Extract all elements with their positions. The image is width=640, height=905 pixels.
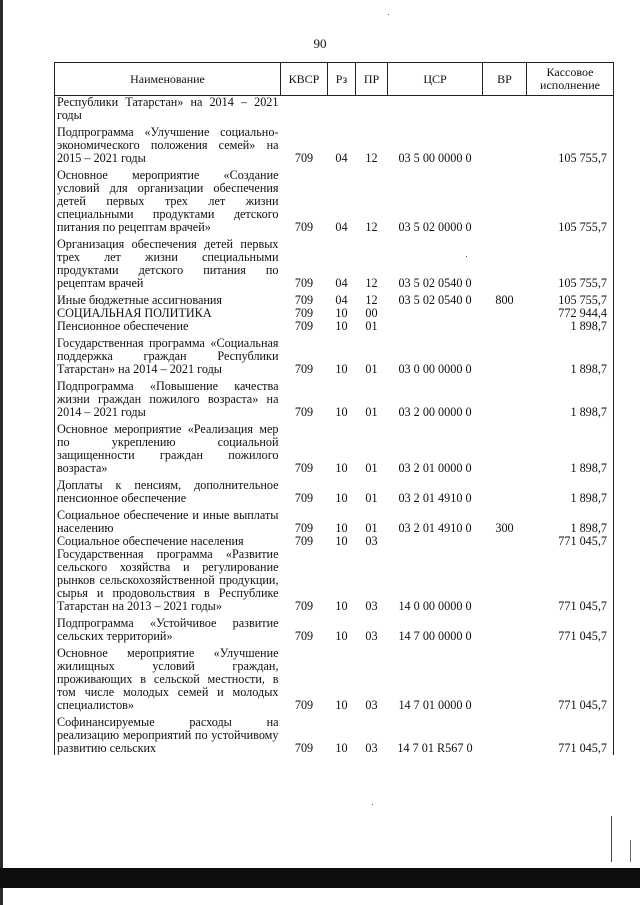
cell-csr: 03 5 02 0540 0 — [398, 293, 472, 307]
scan-speck — [372, 804, 373, 805]
budget-table — [54, 62, 614, 755]
header-rz: Рз — [328, 63, 356, 96]
cell-kvsr: 709 — [294, 491, 314, 505]
cell-rz: 10 — [335, 521, 348, 535]
scan-speck — [466, 256, 467, 257]
cell-amount: 771 045,7 — [527, 617, 614, 643]
cell-vr: 300 — [495, 521, 514, 535]
cell-kvsr: 709 — [294, 461, 314, 475]
cell-pr: 01 — [365, 319, 378, 333]
cell-vr — [483, 479, 527, 505]
cell-name: Основное мероприятие «Создание условий для организации обеспечения детей первых трех лет жизни специальными продуктами детского питания по рецептам врачей» — [55, 169, 281, 234]
cell-vr — [483, 548, 527, 613]
table-body — [55, 96, 614, 756]
cell-name: Иные бюджетные ассигнования — [55, 294, 281, 307]
cell-csr: 14 0 00 0000 0 — [398, 599, 472, 613]
cell-pr: 01 — [365, 362, 378, 376]
cell-csr: 03 2 01 0000 0 — [398, 461, 472, 475]
cell-vr — [483, 169, 527, 234]
cell-amount: 1 898,7 — [527, 337, 614, 376]
cell-vr: 800 — [495, 293, 514, 307]
cell-pr: 01 — [365, 521, 378, 535]
table-row — [55, 337, 614, 376]
cell-name: Основное мероприятие «Реализация мер по укреплению социальной защищенности граждан пожилого возраста» — [55, 423, 281, 475]
cell-kvsr: 709 — [294, 362, 314, 376]
cell-vr — [483, 647, 527, 712]
cell-rz: 10 — [335, 362, 348, 376]
table-row — [55, 647, 614, 712]
cell-csr: 14 7 01 0000 0 — [398, 698, 472, 712]
page-number: 90 — [313, 36, 327, 51]
table-row — [55, 320, 614, 333]
cell-amount — [527, 96, 614, 123]
cell-kvsr: 709 — [294, 405, 314, 419]
cell-rz: 04 — [335, 151, 348, 165]
cell-name: Основное мероприятие «Улучшение жилищных условий граждан, проживающих в сельской местности, в том числе молодых семей и молодых специалистов» — [55, 647, 281, 712]
cell-amount: 771 045,7 — [527, 647, 614, 712]
cell-kvsr: 709 — [294, 276, 314, 290]
header-kvsr: КВСР — [281, 63, 328, 96]
cell-name: Подпрограмма «Улучшение социально-экономического положения семей» на 2015 – 2021 годы — [55, 126, 281, 165]
cell-amount: 1 898,7 — [527, 479, 614, 505]
scan-speck — [388, 14, 389, 15]
cell-vr — [483, 423, 527, 475]
cell-csr: 03 2 01 4910 0 — [398, 521, 472, 535]
cell-rz: 10 — [335, 461, 348, 475]
cell-kvsr: 709 — [294, 151, 314, 165]
cell-name: Государственная программа «Развитие сельского хозяйства и регулирование рынков сельскохозяйственной продукции, сырья и продовольствия в Республике Татарстан на 2013 – 2021 годы» — [55, 548, 281, 613]
cell-kvsr: 709 — [294, 306, 314, 320]
scan-left-edge — [0, 0, 3, 905]
cell-rz: 10 — [335, 741, 348, 755]
table-header — [55, 63, 614, 96]
cell-csr: 03 5 02 0000 0 — [398, 220, 472, 234]
table-row — [55, 548, 614, 613]
table-row — [55, 96, 614, 123]
table-row — [55, 509, 614, 535]
scan-mark — [630, 840, 631, 862]
cell-csr: 03 5 00 0000 0 — [398, 151, 472, 165]
cell-rz: 10 — [335, 599, 348, 613]
cell-vr — [483, 716, 527, 755]
cell-vr — [483, 307, 527, 320]
cell-amount: 105 755,7 — [527, 238, 614, 290]
cell-amount: 771 045,7 — [527, 548, 614, 613]
table-row — [55, 423, 614, 475]
cell-rz: 10 — [335, 698, 348, 712]
cell-pr: 01 — [365, 405, 378, 419]
scan-bottom-edge — [0, 868, 640, 888]
cell-vr — [483, 96, 527, 123]
cell-kvsr: 709 — [294, 220, 314, 234]
cell-pr: 12 — [365, 151, 378, 165]
cell-amount: 1 898,7 — [527, 320, 614, 333]
cell-amount: 1 898,7 — [527, 380, 614, 419]
cell-kvsr: 709 — [294, 698, 314, 712]
cell-kvsr — [281, 96, 328, 123]
cell-name: Доплаты к пенсиям, дополнительное пенсионное обеспечение — [55, 479, 281, 505]
cell-amount: 771 045,7 — [527, 535, 614, 548]
cell-kvsr: 709 — [294, 534, 314, 548]
header-amount: Кассовое исполнение — [527, 63, 614, 96]
table-row — [55, 716, 614, 755]
cell-vr — [483, 380, 527, 419]
cell-amount: 105 755,7 — [527, 126, 614, 165]
table-row — [55, 479, 614, 505]
cell-name: Софинансируемые расходы на реализацию мероприятий по устойчивому развитию сельских — [55, 716, 281, 755]
cell-csr: 03 2 00 0000 0 — [398, 405, 472, 419]
cell-pr: 00 — [365, 306, 378, 320]
cell-pr: 03 — [365, 698, 378, 712]
table-row — [55, 126, 614, 165]
cell-csr: 03 2 01 4910 0 — [398, 491, 472, 505]
cell-csr — [388, 307, 483, 320]
cell-csr: 14 7 00 0000 0 — [398, 629, 472, 643]
cell-vr — [483, 535, 527, 548]
cell-csr — [388, 96, 483, 123]
table-row — [55, 380, 614, 419]
cell-name: Социальное обеспечение населения — [55, 535, 281, 548]
cell-name: Пенсионное обеспечение — [55, 320, 281, 333]
table-row — [55, 169, 614, 234]
cell-vr — [483, 337, 527, 376]
cell-csr: 03 0 00 0000 0 — [398, 362, 472, 376]
cell-csr — [388, 320, 483, 333]
cell-pr: 12 — [365, 276, 378, 290]
cell-rz: 04 — [335, 220, 348, 234]
cell-pr: 12 — [365, 293, 378, 307]
cell-csr — [388, 535, 483, 548]
cell-name: Подпрограмма «Устойчивое развитие сельских территорий» — [55, 617, 281, 643]
cell-name: Республики Татарстан» на 2014 – 2021 годы — [55, 96, 281, 123]
cell-kvsr: 709 — [294, 293, 314, 307]
cell-rz: 10 — [335, 319, 348, 333]
cell-vr — [483, 238, 527, 290]
cell-rz: 04 — [335, 293, 348, 307]
cell-name: СОЦИАЛЬНАЯ ПОЛИТИКА — [55, 307, 281, 320]
cell-csr: 14 7 01 R567 0 — [397, 741, 473, 755]
cell-pr: 03 — [365, 599, 378, 613]
cell-kvsr: 709 — [294, 319, 314, 333]
cell-rz — [328, 96, 356, 123]
cell-pr: 03 — [365, 741, 378, 755]
cell-vr — [483, 617, 527, 643]
cell-pr — [356, 96, 388, 123]
cell-name: Государственная программа «Социальная поддержка граждан Республики Татарстан» на 2014 – 2021 годы — [55, 337, 281, 376]
cell-pr: 03 — [365, 629, 378, 643]
header-vr: ВР — [483, 63, 527, 96]
table-row — [55, 617, 614, 643]
cell-amount: 771 045,7 — [527, 716, 614, 755]
cell-pr: 01 — [365, 491, 378, 505]
header-csr: ЦСР — [388, 63, 483, 96]
cell-amount: 1 898,7 — [527, 423, 614, 475]
header-pr: ПР — [356, 63, 388, 96]
cell-name: Организация обеспечения детей первых трех лет жизни специальными продуктами детского питания по рецептам врачей — [55, 238, 281, 290]
cell-csr: 03 5 02 0540 0 — [398, 276, 472, 290]
cell-rz: 04 — [335, 276, 348, 290]
cell-amount: 772 944,4 — [527, 307, 614, 320]
cell-name: Социальное обеспечение и иные выплаты населению — [55, 509, 281, 535]
scan-mark — [611, 816, 612, 862]
cell-vr — [483, 126, 527, 165]
cell-pr: 01 — [365, 461, 378, 475]
cell-rz: 10 — [335, 491, 348, 505]
cell-kvsr: 709 — [294, 599, 314, 613]
cell-name: Подпрограмма «Повышение качества жизни граждан пожилого возраста» на 2014 – 2021 годы — [55, 380, 281, 419]
cell-pr: 12 — [365, 220, 378, 234]
cell-kvsr: 709 — [294, 521, 314, 535]
table-row — [55, 238, 614, 290]
cell-pr: 03 — [365, 534, 378, 548]
cell-rz: 10 — [335, 534, 348, 548]
header-name: Наименование — [55, 63, 281, 96]
cell-amount: 105 755,7 — [527, 294, 614, 307]
cell-kvsr: 709 — [294, 629, 314, 643]
cell-rz: 10 — [335, 306, 348, 320]
cell-amount: 1 898,7 — [527, 509, 614, 535]
cell-rz: 10 — [335, 629, 348, 643]
cell-amount: 105 755,7 — [527, 169, 614, 234]
cell-rz: 10 — [335, 405, 348, 419]
cell-kvsr: 709 — [294, 741, 314, 755]
cell-vr — [483, 320, 527, 333]
